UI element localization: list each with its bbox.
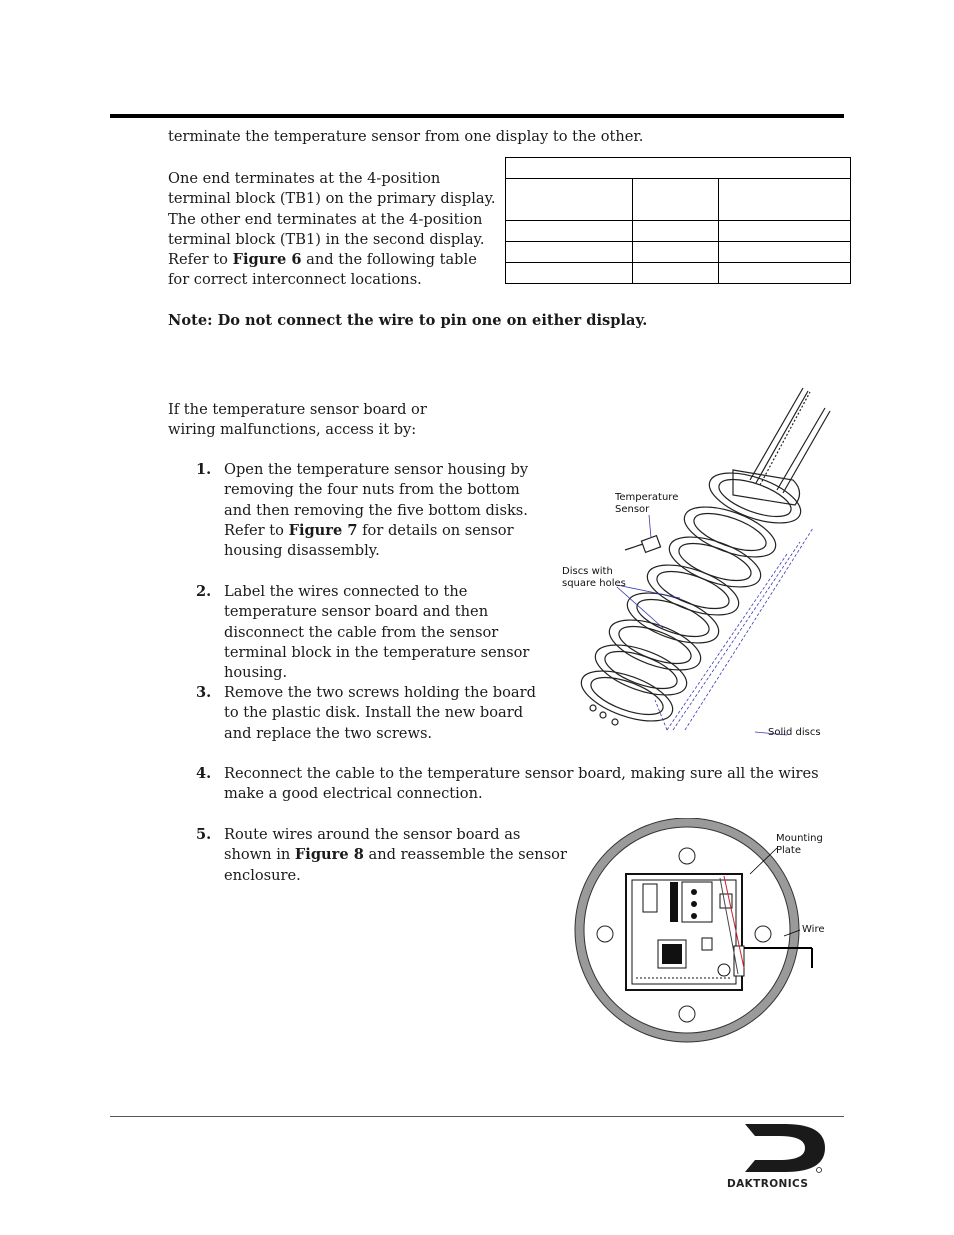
access-intro: If the temperature sensor board or wiring malfunctions, access it by: xyxy=(168,401,427,439)
note: Note: Do not connect the wire to pin one on either display. xyxy=(168,312,648,329)
interconnect-table xyxy=(505,157,851,284)
interconnect-paragraph: One end terminates at the 4-position terminal block (TB1) on the primary display. The other end terminates at the 4-position terminal block (TB1) in the second display. Refer to Figure 6 and the following table for correct interconnect locations. xyxy=(168,170,496,289)
table-cell xyxy=(719,263,851,284)
daktronics-d-mark xyxy=(727,1120,845,1178)
step-text: Remove the two screws holding the board to the plastic disk. Install the new board and replace the two screws. xyxy=(224,684,536,742)
table-cell xyxy=(719,179,851,221)
step-text: Route wires around the sensor board as shown in Figure 8 and reassemble the sensor enclosure. xyxy=(224,826,567,884)
figure7-sensor-housing xyxy=(555,380,845,745)
step-number: 2. xyxy=(196,583,212,600)
step-text: Label the wires connected to the temperature sensor board and then disconnect the cable from the sensor terminal block in the temperature sensor housing. xyxy=(224,583,530,682)
daktronics-logo xyxy=(727,1120,845,1195)
step-text: Open the temperature sensor housing by removing the four nuts from the bottom and then removing the five bottom disks. Refer to Figure 7 for details on sensor housing disassembly. xyxy=(224,461,529,560)
label-mounting-plate: Mounting Plate xyxy=(776,833,823,856)
label-temperature-sensor: Temperature Sensor xyxy=(615,492,679,515)
step-number: 4. xyxy=(196,765,212,782)
step-number: 3. xyxy=(196,684,212,701)
label-discs-square-holes: Discs with square holes xyxy=(562,566,626,589)
table-header-cell xyxy=(506,158,851,179)
step-text: Reconnect the cable to the temperature sensor board, making sure all the wires make a good electrical connection. xyxy=(224,765,819,803)
table-cell xyxy=(506,242,633,263)
table-cell xyxy=(506,179,633,221)
exploded-housing-diagram xyxy=(555,380,845,745)
step-number: 5. xyxy=(196,826,212,843)
daktronics-wordmark: DAKTRONICS xyxy=(727,1178,809,1190)
table-cell xyxy=(633,263,719,284)
table-cell xyxy=(633,179,719,221)
label-solid-discs: Solid discs xyxy=(768,727,821,738)
table-cell xyxy=(633,242,719,263)
figure8-ref: Figure 8 xyxy=(294,846,364,864)
intro-line: terminate the temperature sensor from one display to the other. xyxy=(168,128,644,145)
table-cell xyxy=(506,263,633,284)
footer-rule xyxy=(110,1116,844,1117)
table-cell xyxy=(633,221,719,242)
figure7-ref: Figure 7 xyxy=(288,521,358,539)
figure8-sensor-board xyxy=(572,818,832,1046)
label-wire: Wire xyxy=(802,924,825,935)
header-rule xyxy=(110,114,844,118)
table-cell xyxy=(719,221,851,242)
figure6-ref: Figure 6 xyxy=(232,251,302,269)
table-cell xyxy=(506,221,633,242)
table-cell xyxy=(719,242,851,263)
step-number: 1. xyxy=(196,461,212,478)
